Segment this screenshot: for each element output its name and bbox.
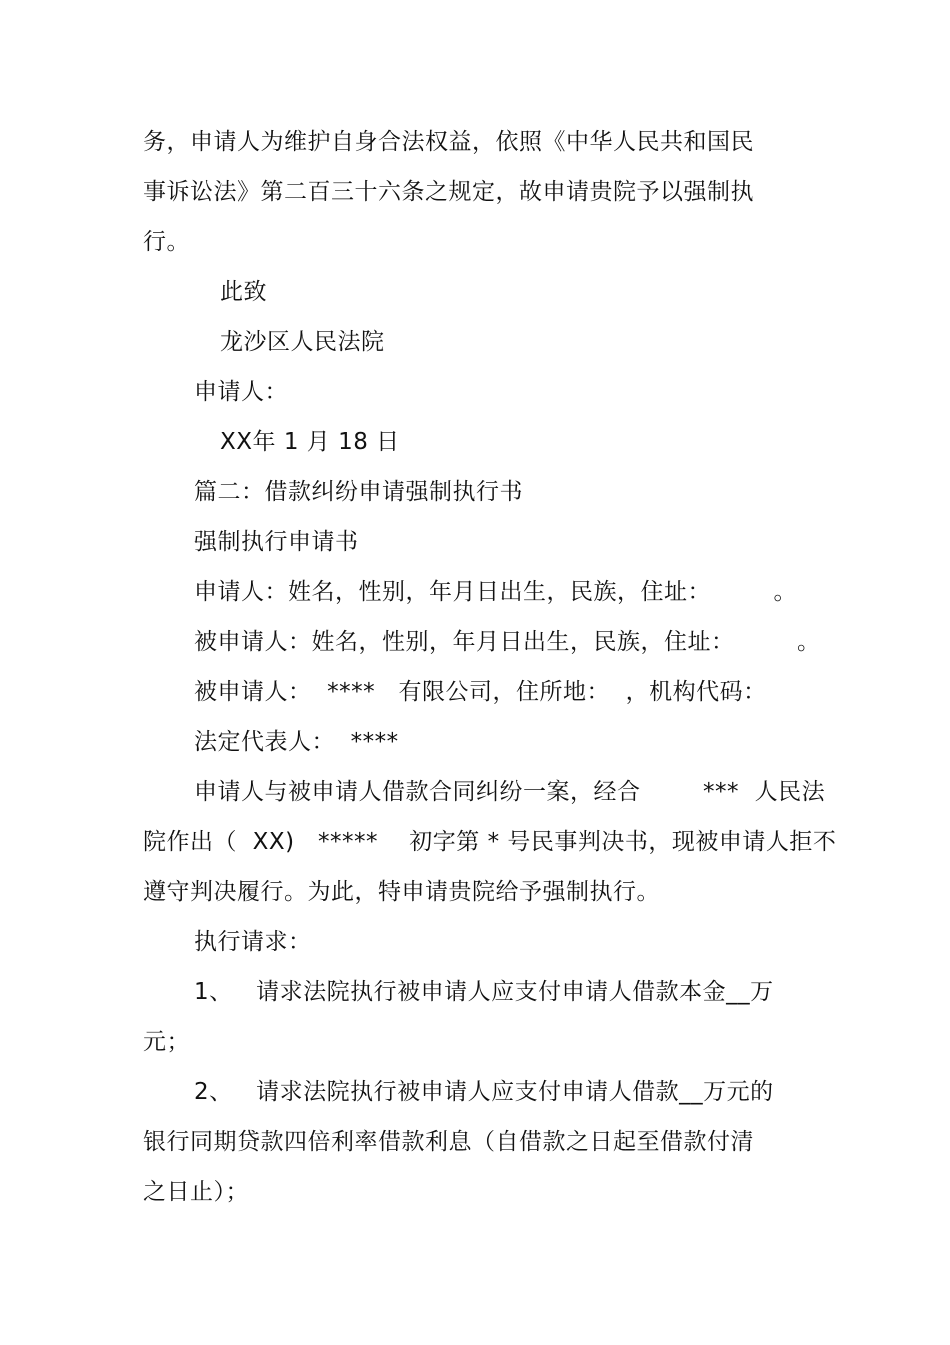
date-line: XX年 1 月 18 日 [220, 429, 400, 455]
salutation-line: 此致 [220, 279, 267, 305]
applicant-signature-line: 申请人： [194, 379, 288, 405]
respondent-info-line: 被申请人：姓名，性别，年月日出生，民族，住址： 。 [194, 629, 821, 655]
request-item-line: 2、 请求法院执行被申请人应支付申请人借款__万元的 [194, 1079, 774, 1105]
paragraph-line: 务，申请人为维护自身合法权益，依照《中华人民共和国民 [143, 129, 754, 155]
legal-representative-line: 法定代表人： **** [194, 729, 399, 755]
section-heading: 篇二：借款纠纷申请强制执行书 [194, 479, 523, 505]
request-item-line: 银行同期贷款四倍利率借款利息（自借款之日起至借款付清 [143, 1129, 754, 1155]
paragraph-line: 行。 [143, 229, 190, 255]
request-item-line: 元； [143, 1029, 190, 1055]
respondent-company-line: 被申请人： **** 有限公司，住所地： ，机构代码： [194, 679, 767, 705]
paragraph-line: 院作出（ XX) ***** 初字第 * 号民事判决书，现被申请人拒不 [143, 829, 837, 855]
request-item-line: 之日止）； [143, 1179, 249, 1205]
requests-heading: 执行请求： [194, 929, 312, 955]
applicant-info-line: 申请人：姓名，性别，年月日出生，民族，住址： 。 [194, 579, 797, 605]
paragraph-line: 申请人与被申请人借款合同纠纷一案，经合 *** 人民法 [194, 779, 826, 805]
paragraph-line: 遵守判决履行。为此，特申请贵院给予强制执行。 [143, 879, 660, 905]
paragraph-line: 事诉讼法》第二百三十六条之规定，故申请贵院予以强制执 [143, 179, 754, 205]
court-name-line: 龙沙区人民法院 [220, 329, 385, 355]
document-title: 强制执行申请书 [194, 529, 359, 555]
request-item-line: 1、 请求法院执行被申请人应支付申请人借款本金__万 [194, 979, 774, 1005]
